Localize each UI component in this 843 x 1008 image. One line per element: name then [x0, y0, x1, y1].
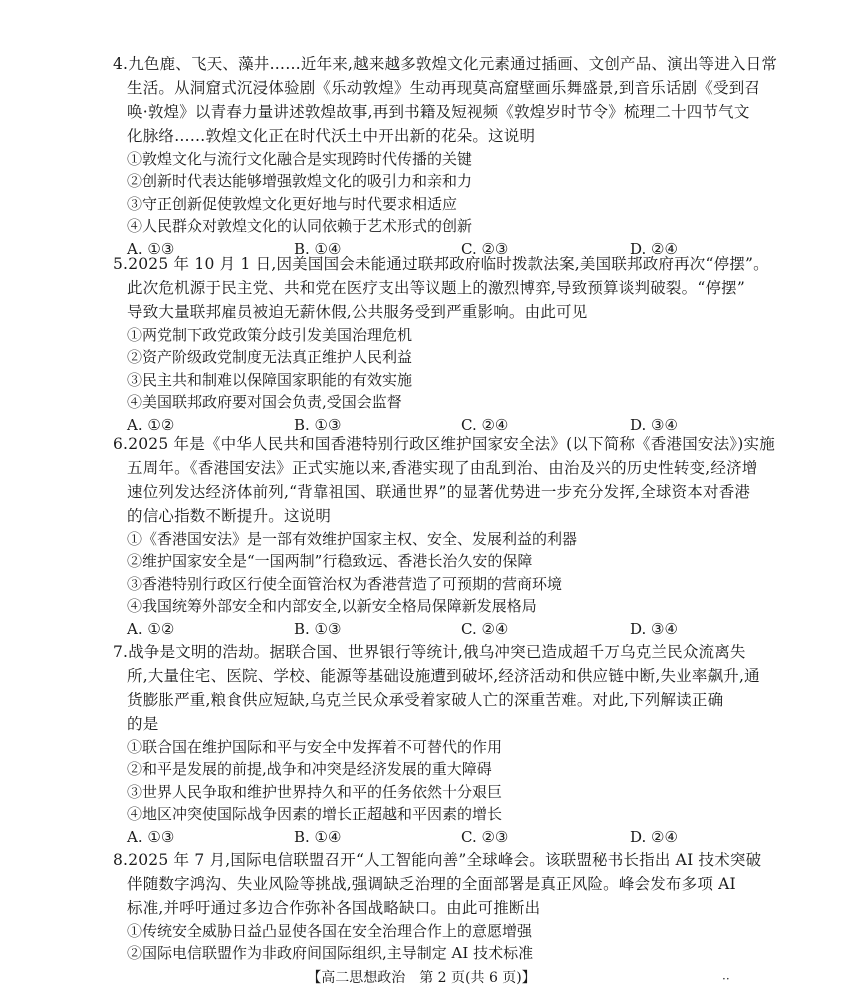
- stem-line: 速位列发达经济体前列,“背靠祖国、联通世界”的显著优势进一步充分发挥,全球资本对香港: [127, 483, 751, 501]
- answer-choices: [127, 618, 738, 640]
- question-6: [113, 432, 775, 640]
- statement-option: ④我国统筹外部安全和内部安全,以新安全格局保障新发展格局: [127, 597, 537, 616]
- statement-option: ②资产阶级政党制度无法真正维护人民利益: [127, 348, 413, 367]
- stem-line: 的是: [127, 715, 159, 733]
- statement-option: ③守正创新促使敦煌文化更好地与时代要求相适应: [127, 194, 458, 213]
- stem-line: 5.2025 年 10 月 1 日,因美国国会未能通过联邦政府临时拨款法案,美国联邦政府再次“停摆”。: [113, 255, 769, 273]
- choice-d: D. ②④: [630, 239, 678, 258]
- stem-line: 的信心指数不断提升。这说明: [127, 507, 332, 525]
- statement-option: ③民主共和制难以保障国家职能的有效实施: [127, 370, 413, 389]
- choice-a: A. ①③: [127, 827, 175, 846]
- choice-a: A. ①③: [127, 239, 175, 258]
- statement-option: ①两党制下政党政策分歧引发美国治理危机: [127, 326, 413, 344]
- choice-d: D. ③④: [630, 619, 678, 638]
- stem-line: 五周年。《香港国安法》正式实施以来,香港实现了由乱到治、由治及兴的历史性转变,经济增: [127, 459, 758, 477]
- stem-line: 此次危机源于民主党、共和党在医疗支出等议题上的激烈博弈,导致预算谈判破裂。“停摆”: [127, 279, 745, 297]
- stem-line: 化脉络……敦煌文化正在时代沃土中开出新的花朵。这说明: [127, 127, 536, 145]
- choice-c: C. ②④: [461, 415, 509, 434]
- stem-line: 生活。从洞窟式沉浸体验剧《乐动敦煌》生动再现莫高窟壁画乐舞盛景,到音乐话剧《受到召: [127, 79, 761, 97]
- choice-b: B. ①④: [294, 827, 342, 846]
- statement-option: ④人民群众对敦煌文化的认同依赖于艺术形式的创新: [127, 217, 473, 236]
- statement-option: ③香港特别行政区行使全面管治权为香港营造了可预期的营商环境: [127, 574, 563, 593]
- question-7: [113, 640, 760, 848]
- statement-option: ②创新时代表达能够增强敦煌文化的吸引力和亲和力: [127, 172, 473, 191]
- answer-choices: [127, 826, 738, 848]
- stem-line: 所,大量住宅、医院、学校、能源等基础设施遭到破坏,经济活动和供应链中断,失业率飙升,通: [127, 667, 760, 685]
- statement-option: ④美国联邦政府要对国会负责,受国会监督: [127, 393, 402, 412]
- choice-d: D. ③④: [630, 415, 678, 434]
- statement-option: ①敦煌文化与流行文化融合是实现跨时代传播的关键: [127, 150, 473, 168]
- statement-option: ④地区冲突使国际战争因素的增长正超越和平因素的增长: [127, 805, 503, 824]
- statement-option: ②国际电信联盟作为非政府间国际组织,主导制定 AI 技术标准: [127, 944, 534, 963]
- choice-c: C. ②③: [461, 827, 509, 846]
- stem-line: 4.九色鹿、飞天、藻井……近年来,越来越多敦煌文化元素通过插画、文创产品、演出等进入日常: [113, 55, 778, 73]
- stem-line: 伴随数字鸿沟、失业风险等挑战,强调缺乏治理的全面部署是真正风险。峰会发布多项 AI: [127, 875, 736, 893]
- statement-option: ①《香港国安法》是一部有效维护国家主权、安全、发展利益的利器: [127, 530, 578, 548]
- choice-c: C. ②④: [461, 619, 509, 638]
- choice-a: A. ①②: [127, 415, 175, 434]
- stem-line: 7.战争是文明的浩劫。据联合国、世界银行等统计,俄乌冲突已造成超千万乌克兰民众流离失: [113, 643, 746, 661]
- choice-b: B. ①④: [294, 239, 342, 258]
- choice-b: B. ①③: [294, 415, 342, 434]
- stem-line: 8.2025 年 7 月,国际电信联盟召开“人工智能向善”全球峰会。该联盟秘书长指出 AI 技术突破: [113, 851, 762, 869]
- question-stem: [113, 252, 769, 324]
- stem-line: 6.2025 年是《中华人民共和国香港特别行政区维护国家安全法》(以下简称《香港国安法》)实施: [113, 435, 775, 453]
- stem-line: 导致大量联邦雇员被迫无薪休假,公共服务受到严重影响。由此可见: [127, 303, 588, 321]
- stem-line: 标准,并呼吁通过多边合作弥补各国战略缺口。由此可推断出: [127, 899, 541, 917]
- statement-option: ①传统安全威胁日益凸显使各国在安全治理合作上的意愿增强: [127, 922, 533, 940]
- question-5: [113, 252, 769, 436]
- stem-line: 货膨胀严重,粮食供应短缺,乌克兰民众承受着家破人亡的深重苦难。对此,下列解读正确: [127, 691, 724, 709]
- question-stem: [113, 432, 775, 528]
- question-4: [113, 52, 778, 260]
- statement-option: ②维护国家安全是“一国两制”行稳致远、香港长治久安的保障: [127, 552, 533, 571]
- choice-a: A. ①②: [127, 619, 175, 638]
- statement-option: ②和平是发展的前提,战争和冲突是经济发展的重大障碍: [127, 760, 492, 779]
- statement-option: ①联合国在维护国际和平与安全中发挥着不可替代的作用: [127, 738, 503, 756]
- statement-option: ③世界人民争取和维护世界持久和平的任务依然十分艰巨: [127, 782, 503, 801]
- choice-b: B. ①③: [294, 619, 342, 638]
- choice-d: D. ②④: [630, 827, 678, 846]
- stem-line: 唤·敦煌》以青春力量讲述敦煌故事,再到书籍及短视频《敦煌岁时节令》梳理二十四节气文: [127, 103, 750, 121]
- question-stem: [113, 52, 778, 148]
- page-footer: 【高二思想政治 第 2 页(共 6 页)】: [307, 970, 536, 986]
- question-stem: [113, 848, 762, 920]
- footer-mark: ··: [722, 972, 730, 986]
- choice-c: C. ②③: [461, 239, 509, 258]
- question-8: [113, 848, 762, 965]
- question-stem: [113, 640, 760, 736]
